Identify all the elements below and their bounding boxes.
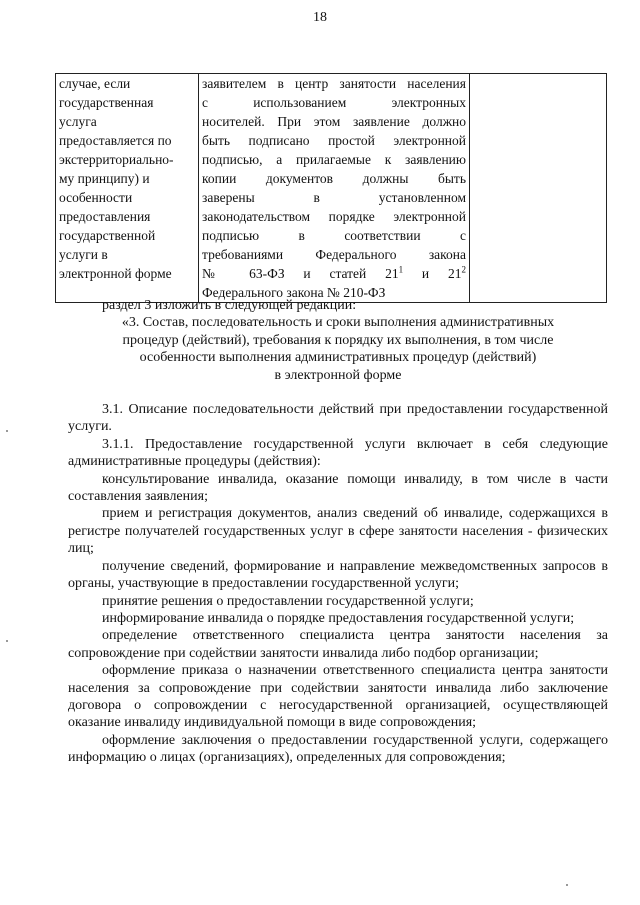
list-item: получение сведений, формирование и направление межведомственных запросов в органы, участвующие в предоставлении государственной услуги; (68, 558, 608, 592)
section-heading-line: процедур (действий), требования к порядку их выполнения, в том числе (122, 332, 554, 348)
list-item: принятие решения о предоставлении государственной услуги; (102, 593, 474, 609)
table-cell-description (56, 74, 199, 303)
cell-line: государственная (59, 95, 154, 110)
cell-line: случае, если (59, 76, 131, 91)
cell-line: Федерального закона № 210-ФЗ (202, 285, 386, 300)
cell-line: копии документов должны быть (202, 171, 466, 186)
cell-line: заверены в установленном (202, 190, 466, 205)
cell-line: электронной форме (59, 266, 172, 281)
list-item: прием и регистрация документов, анализ сведений об инвалиде, содержащихся в регистре получателей государственных услуг в сфере занятости населения - физических лиц; (68, 506, 608, 557)
cell-line: требованиями Федерального закона (202, 247, 466, 262)
cell-line: законодательством порядке электронной (202, 209, 466, 224)
table-cell-empty (470, 74, 607, 303)
cell-line: услуги в (59, 247, 108, 262)
list-item: информирование инвалида о порядке предоставления государственной услуги; (102, 610, 575, 626)
cell-line: подписью в соответствии с (202, 228, 466, 243)
cell-line: с использованием электронных (202, 95, 466, 110)
list-item: консультирование инвалида, оказание помощи инвалиду, в том числе в части составления заявления; (68, 471, 608, 505)
continuation-table (55, 73, 607, 303)
section-heading-line: «3. Состав, последовательность и сроки выполнения административных (121, 315, 555, 331)
cell-line: быть подписано простой электронной (202, 133, 466, 148)
cell-line: носителей. При этом заявление должно (202, 114, 466, 129)
cell-line: экстерриториально- (59, 152, 174, 167)
cell-line: особенности (59, 190, 133, 205)
list-item: определение ответственного специалиста центра занятости населения за сопровождение при содействии занятости инвалида либо подбор организации; (68, 628, 608, 661)
list-item: оформление приказа о назначении ответственного специалиста центра занятости населения за сопровождение при содействии занятости инвалида либо заключение договора о сопровождении с негосударственной организацией, осуществляющей оказание инвалиду индивидуальной помощи в виде сопровождения; (68, 663, 608, 731)
cell-line: государственной (59, 228, 156, 243)
cell-line: заявителем в центр занятости населения (202, 76, 466, 91)
table-row (56, 74, 607, 303)
law-ref-text: № 63-ФЗ и статей 21 (202, 266, 399, 281)
cell-line: подписью, а прилагаемые к заявлению (202, 152, 466, 167)
superscript: 2 (461, 264, 466, 275)
paragraph: 3.1. Описание последовательности действий при предоставлении государственной услуги. (68, 402, 608, 435)
section-heading-line: особенности выполнения административных процедур (действий) (139, 350, 537, 366)
list-item: оформление заключения о предоставлении государственной услуги, содержащего информацию о лицах (организациях), определенных для сопровождения; (68, 732, 608, 766)
cell-line: предоставляется по (59, 133, 172, 148)
section-heading-line: в электронной форме (274, 367, 402, 383)
paragraph: 3.1.1. Предоставление государственной услуги включает в себя следующие административные процедуры (действия): (68, 436, 608, 470)
cell-line: предоставления (59, 209, 151, 224)
scan-mark (566, 884, 568, 886)
scan-mark (6, 430, 8, 432)
document-body (68, 297, 608, 767)
cell-line: услуга (59, 114, 97, 129)
amendment-intro: раздел 3 изложить в следующей редакции: (102, 298, 357, 313)
scan-mark (6, 640, 8, 642)
law-ref-text: и 21 (403, 266, 462, 281)
page-number: 18 (313, 10, 327, 25)
table-cell-content (199, 74, 470, 303)
cell-line-law-refs (202, 264, 466, 283)
superscript: 1 (398, 264, 404, 275)
cell-line: му принципу) и (59, 171, 150, 186)
